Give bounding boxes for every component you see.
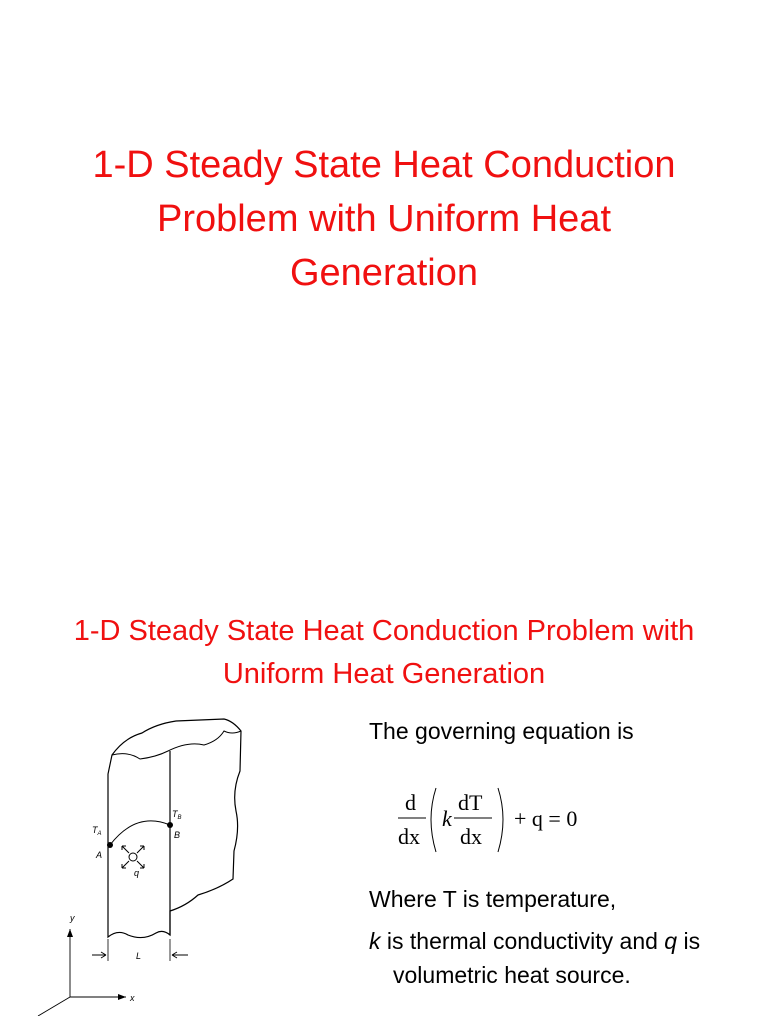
label-y-axis: y xyxy=(70,913,75,923)
eq-dT-numerator: dT xyxy=(458,790,483,815)
slide-1-title-line: Problem with Uniform Heat xyxy=(156,198,612,240)
conductivity-mid-text: is thermal conductivity and xyxy=(380,928,665,954)
q-symbol: q xyxy=(664,928,678,954)
label-q: q xyxy=(134,868,140,878)
slide-2 xyxy=(0,576,768,1024)
label-B: B xyxy=(174,830,181,840)
governing-equation-intro: The governing equation is xyxy=(369,718,634,744)
conductivity-text xyxy=(369,924,700,958)
slide-1-title-line: 1-D Steady State Heat Conduction xyxy=(92,144,676,186)
heat-source-text: volumetric heat source. xyxy=(393,962,631,988)
where-temperature-text: Where T is temperature, xyxy=(369,886,617,912)
eq-dx-inner: dx xyxy=(460,824,482,849)
label-TB: $T_B$ xyxy=(172,809,182,821)
slide-1-title xyxy=(40,138,728,300)
label-TA: $T_A$ xyxy=(92,825,102,837)
k-symbol: k xyxy=(369,928,381,954)
slide-1-title-line: Generation xyxy=(289,252,478,294)
eq-k: k xyxy=(442,806,452,831)
label-A: A xyxy=(96,850,103,860)
label-L: L xyxy=(136,951,142,961)
governing-equation xyxy=(396,774,596,864)
slide-2-title-line: Uniform Heat Generation xyxy=(222,658,546,690)
slide-2-title xyxy=(10,610,758,696)
conduction-diagram xyxy=(28,711,278,1016)
slide-2-title-line: 1-D Steady State Heat Conduction Problem with xyxy=(73,615,695,647)
label-x-axis: x xyxy=(130,993,135,1003)
eq-dx-denominator: dx xyxy=(398,824,420,849)
eq-d-numerator: d xyxy=(405,790,416,815)
conductivity-end-text: is xyxy=(677,928,701,954)
eq-rhs: + q = 0 xyxy=(514,806,578,831)
